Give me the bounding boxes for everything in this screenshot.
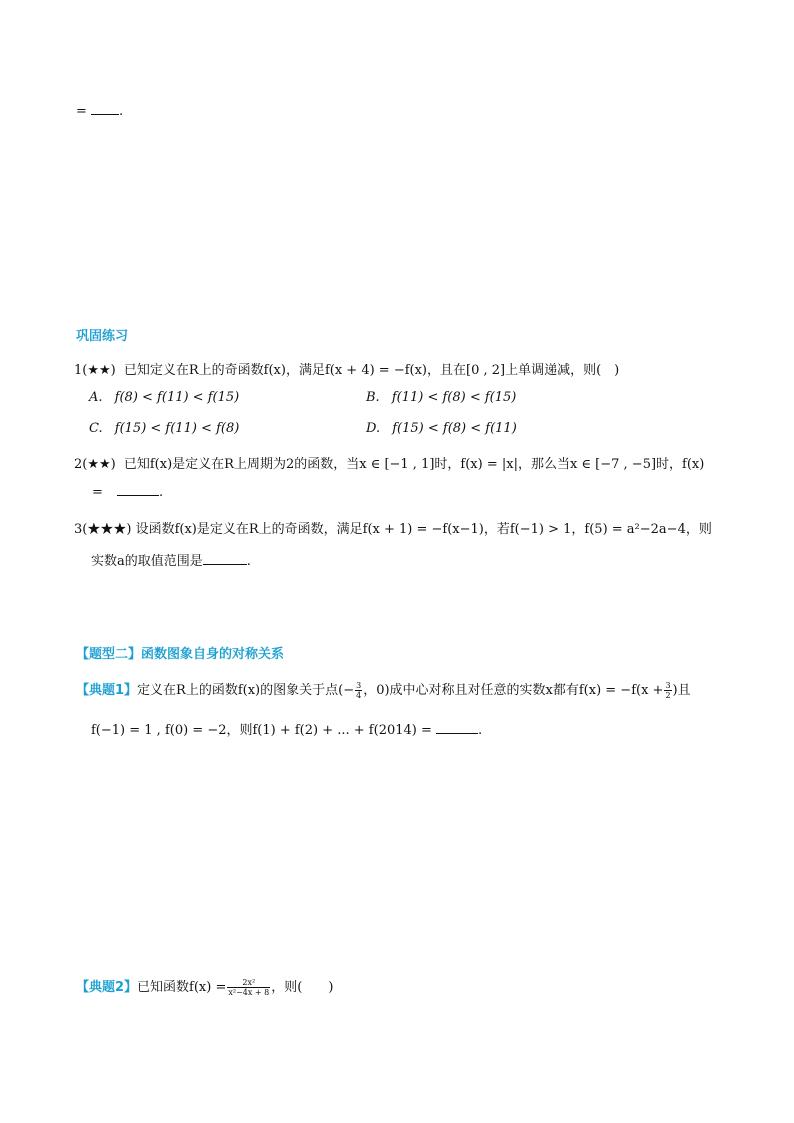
option-c: [89, 421, 239, 436]
example-text: ，则( ): [271, 980, 334, 995]
question-2: [74, 453, 704, 472]
question-text: 设函数f(x)是定义在R上的奇函数，满足f(x + 1) = −f(x−1)，若f(−1) > 1，f(5) = a²−2a−4，则: [135, 522, 712, 537]
fraction-denominator: 2: [665, 691, 671, 700]
period: .: [478, 723, 483, 738]
option-d: [366, 421, 517, 436]
equals-sign: =: [76, 104, 87, 119]
example-tag: 【典题2】: [76, 980, 138, 995]
fraction-3-4: [355, 681, 362, 700]
question-3: [74, 518, 712, 537]
section-title-consolidation: 巩固练习: [76, 329, 129, 344]
answer-blank: [203, 564, 247, 565]
example-text: 已知函数f(x) =: [137, 980, 227, 995]
answer-blank: [91, 114, 119, 115]
option-label: A.: [89, 390, 103, 405]
option-a: [89, 390, 239, 405]
top-answer-line: [76, 104, 123, 119]
question-3-line-2: [91, 550, 251, 569]
example-tag: 【典题1】: [76, 683, 138, 698]
option-label: C.: [89, 421, 103, 436]
example-1-line-2: [91, 719, 482, 738]
fraction-denominator: 4: [356, 691, 362, 700]
fraction-numerator: 3: [356, 681, 362, 690]
question-number: 3: [74, 522, 83, 537]
question-text: 实数a的取值范围是: [91, 554, 203, 569]
question-text: 已知f(x)是定义在R上周期为2的函数，当x ∈ [−1 , 1]时，f(x) = |x|，那么当x ∈ [−7 , −5]时，f(x): [123, 457, 705, 472]
fraction-denominator: x²−4x + 8: [228, 988, 270, 997]
period: .: [246, 554, 251, 569]
fraction-numerator: 3: [665, 681, 671, 690]
period: .: [159, 485, 164, 500]
example-text: f(−1) = 1 , f(0) = −2，则f(1) + f(2) + ... + f(2014) =: [91, 723, 432, 738]
answer-blank: [117, 495, 159, 496]
fraction-3-2: [664, 681, 671, 700]
difficulty-stars: (★★): [82, 363, 116, 378]
answer-blank: [436, 733, 478, 734]
section-title-type-2: 【题型二】函数图象自身的对称关系: [76, 647, 285, 662]
fraction-numerator: 2x²: [227, 978, 270, 988]
example-2: [76, 976, 333, 997]
question-text: 已知定义在R上的奇函数f(x)，满足f(x + 4) = −f(x)，且在[0 , 2]上单调递减，则( ): [123, 363, 620, 378]
equals-sign: =: [92, 485, 103, 500]
question-2-answer-line: [92, 485, 163, 500]
option-label: D.: [366, 421, 381, 436]
question-number: 2: [74, 457, 83, 472]
option-b: [366, 390, 516, 405]
difficulty-stars: (★★★): [82, 522, 132, 537]
option-text: f(15) < f(11) < f(8): [114, 421, 240, 436]
example-text: ，0)成中心对称且对任意的实数x都有f(x) = −f(x +: [363, 683, 664, 698]
option-text: f(8) < f(11) < f(15): [114, 390, 240, 405]
option-text: f(15) < f(8) < f(11): [392, 421, 517, 436]
example-text: )且: [672, 683, 691, 698]
example-text: 定义在R上的函数f(x)的图象关于点(−: [137, 683, 355, 698]
example-1: [76, 679, 691, 700]
option-label: B.: [366, 390, 380, 405]
difficulty-stars: (★★): [82, 457, 116, 472]
period: .: [119, 104, 124, 119]
question-1: [74, 359, 619, 378]
fraction-function: [227, 978, 270, 997]
question-number: 1: [74, 363, 83, 378]
option-text: f(11) < f(8) < f(15): [391, 390, 517, 405]
